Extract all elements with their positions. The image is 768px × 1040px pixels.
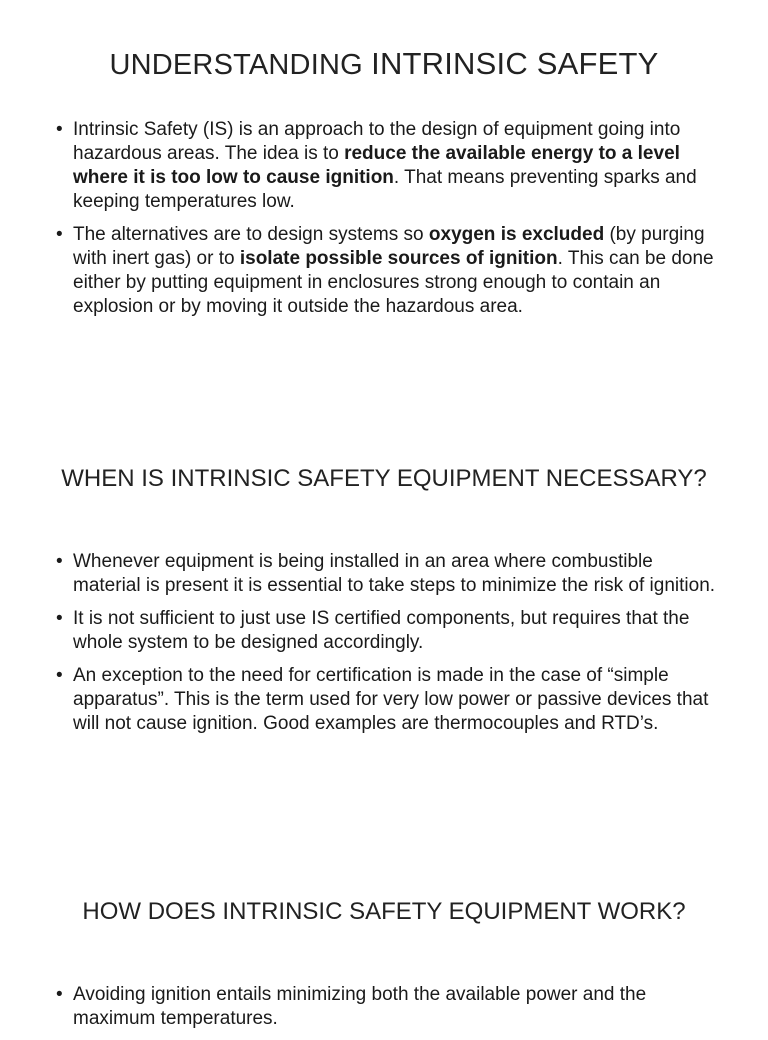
list-item: • Whenever equipment is being installed in an area where combustible material is present it is essential to take steps to minimize the risk of ignition.: [56, 551, 716, 596]
bullet-icon: •: [56, 608, 63, 629]
bullet-icon: •: [56, 224, 63, 245]
emphasis-text: reduce the available energy to a level where it is too low to cause ignition: [73, 143, 680, 188]
section-1-title-part-a: UNDERSTANDING: [109, 49, 372, 81]
section-3-bullet-list: [56, 983, 716, 1040]
section-2-title: WHEN IS INTRINSIC SAFETY EQUIPMENT NECESSARY?: [61, 465, 707, 492]
bullet-icon: •: [56, 551, 63, 572]
list-item: • The alternatives are to design systems so oxygen is excluded (by purging with inert gas) or to isolate possible sources of ignition. This can be done either by putting equipment in enclosures strong enough to contain an explosion or by moving it outside the hazardous area.: [56, 224, 714, 317]
list-item: • Intrinsic Safety (IS) is an approach to the design of equipment going into hazardous areas. The idea is to reduce the available energy to a level where it is too low to cause ignition. That means preventing sparks and keeping temperatures low.: [56, 119, 697, 212]
section-1-title: [0, 46, 768, 82]
section-2-bullet-list: [56, 550, 716, 745]
list-item: • It is not sufficient to just use IS certified components, but requires that the whole system to be designed accordingly.: [56, 608, 690, 653]
emphasis-text: isolate possible sources of ignition: [239, 248, 558, 269]
bullet-icon: •: [56, 119, 63, 140]
bullet-icon: •: [56, 665, 63, 686]
list-item: • Avoiding ignition entails minimizing both the available power and the maximum temperatures.: [56, 984, 647, 1029]
section-1-title-part-b: INTRINSIC SAFETY: [371, 46, 659, 81]
section-3-title: HOW DOES INTRINSIC SAFETY EQUIPMENT WORK?: [82, 898, 686, 925]
section-1-bullet-list: [56, 118, 716, 328]
emphasis-text: oxygen is excluded: [428, 224, 605, 245]
bullet-icon: •: [56, 984, 63, 1005]
list-item: • An exception to the need for certification is made in the case of “simple apparatus”. This is the term used for very low power or passive devices that will not cause ignition. Good examples are thermocouples and RTD’s.: [56, 665, 709, 734]
